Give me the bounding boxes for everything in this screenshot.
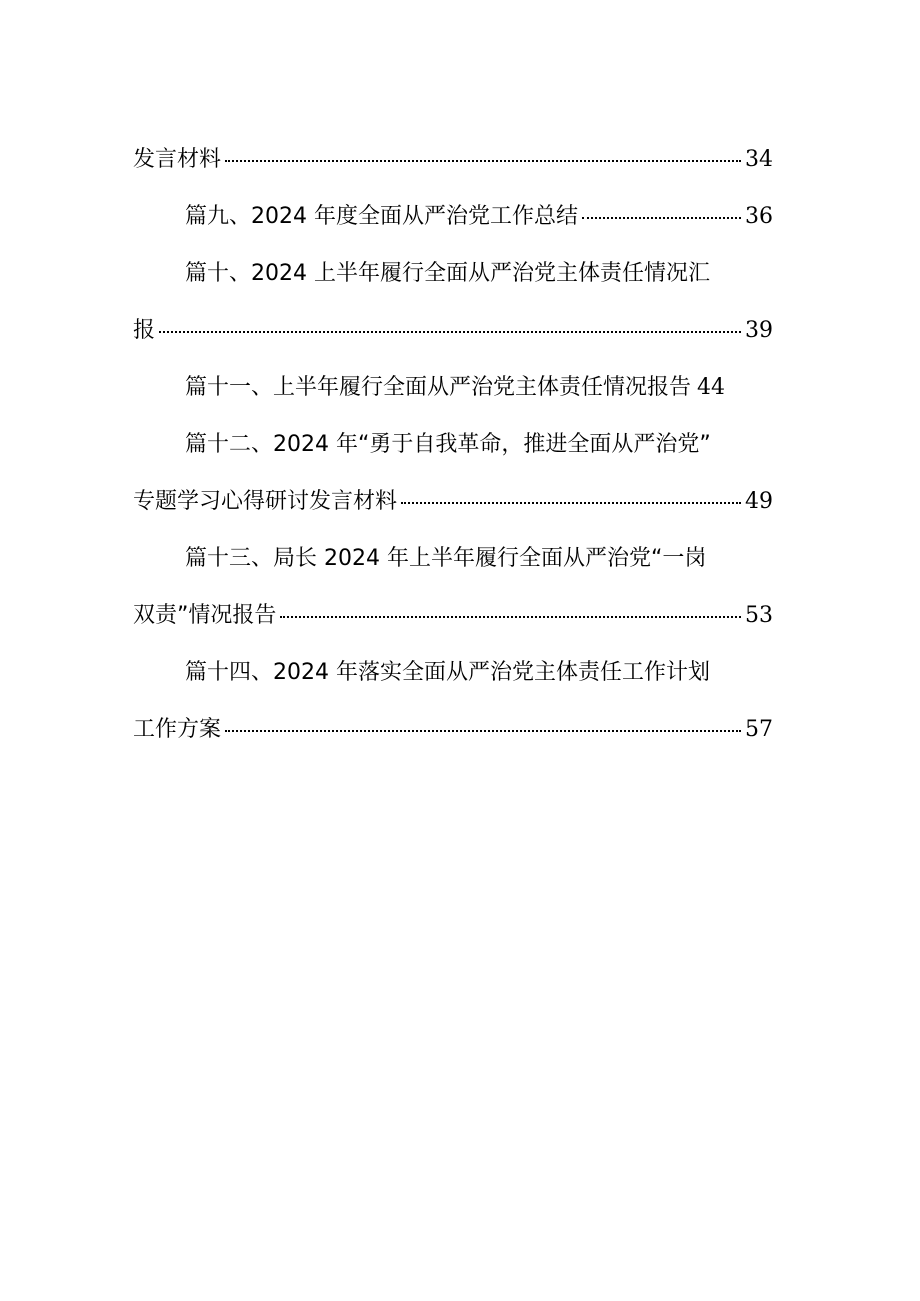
toc-line xyxy=(133,530,773,587)
toc-entry-text: 发言材料 xyxy=(133,147,222,172)
toc-entry-text: 篇十一、上半年履行全面从严治党主体责任情况报告 xyxy=(185,375,692,400)
toc-page-number: 36 xyxy=(745,204,773,229)
toc-page-number: 49 xyxy=(745,489,773,514)
toc-line xyxy=(133,416,773,473)
toc-line xyxy=(133,302,773,359)
toc-page-number: 34 xyxy=(745,147,773,172)
dot-leader xyxy=(280,615,741,618)
toc-line xyxy=(133,701,773,758)
toc-line xyxy=(133,131,773,188)
toc-line xyxy=(133,359,773,416)
toc-line xyxy=(133,245,773,302)
toc-entry-text: 篇十三、局长 2024 年上半年履行全面从严治党“一岗 xyxy=(185,546,707,571)
toc-page-number: 57 xyxy=(745,717,773,742)
dot-leader xyxy=(159,330,741,333)
toc-entry-text: 篇十四、2024 年落实全面从严治党主体责任工作计划 xyxy=(185,660,710,685)
dot-leader xyxy=(401,501,741,504)
dot-leader xyxy=(582,216,741,219)
dot-leader xyxy=(225,159,741,162)
toc-entry-text: 篇十、2024 上半年履行全面从严治党主体责任情况汇 xyxy=(185,261,710,286)
toc-entry-text: 篇十二、2024 年“勇于自我革命，推进全面从严治党” xyxy=(185,432,711,457)
table-of-contents xyxy=(133,131,773,758)
toc-page-number: 53 xyxy=(745,603,773,628)
toc-entry-text: 专题学习心得研讨发言材料 xyxy=(133,489,398,514)
toc-line xyxy=(133,188,773,245)
toc-entry-text: 工作方案 xyxy=(133,717,222,742)
dot-leader xyxy=(225,729,741,732)
toc-line xyxy=(133,587,773,644)
toc-page-number: 39 xyxy=(745,318,773,343)
toc-entry-text: 报 xyxy=(133,318,156,343)
toc-line xyxy=(133,473,773,530)
toc-page-number: 44 xyxy=(697,375,726,400)
toc-entry-text: 双责”情况报告 xyxy=(133,603,277,628)
toc-line xyxy=(133,644,773,701)
toc-entry-text: 篇九、2024 年度全面从严治党工作总结 xyxy=(185,204,578,229)
